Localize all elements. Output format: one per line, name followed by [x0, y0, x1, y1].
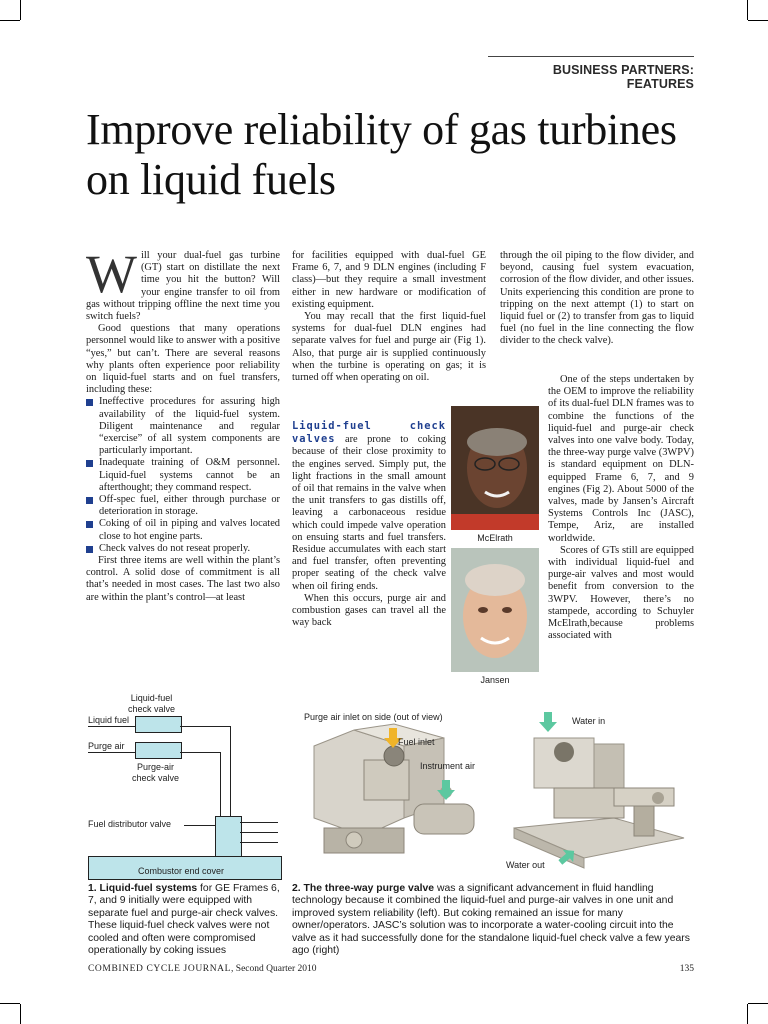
page-footer	[88, 964, 317, 974]
figure-1-caption: 1. Liquid-fuel systems for GE Frames 6, 7, and 9 initially were equipped with separate fuel and purge-air check valves. These liquid-fuel check valves were not cooled and often were compromised operationally by coking issues	[88, 883, 280, 957]
issue-list	[86, 396, 280, 555]
crop-mark	[20, 1004, 21, 1024]
figure-2-caption: 2. The three-way purge valve was a significant advancement in fluid handling technology because it combined the liquid-fuel and purge-air valves in one unit and improved system reliability (left). But coking remained an issue for many owner/operators. JASC’s solution was to incorporate a water-cooling circuit into the valve as it had successfully done for the standalone liquid-fuel check valve a few years ago (right)	[292, 883, 690, 957]
photo-label: Purge air inlet on side (out of view)	[304, 712, 443, 722]
check-valve-box	[135, 716, 182, 733]
section-rule	[488, 56, 694, 57]
article-column-3-wrap	[548, 374, 694, 642]
crop-mark	[748, 20, 768, 21]
body-paragraph: Scores of GTs still are equipped with individual liquid-fuel and purge-air valves and most would benefit from conversion to the 3WPV. However, there’s no stampede, according to Schuyler McElrath,because problems associated with	[548, 544, 694, 642]
crop-mark	[20, 0, 21, 20]
intro-paragraph: Will your dual-fuel gas turbine (GT) start on distillate the next time you hit the button? Will your engine transfer to oil from gas without tripping offline the next time you switch fuels?	[86, 244, 280, 323]
article-column-1	[86, 244, 280, 604]
issue-date: , Second Quarter 2010	[231, 964, 317, 974]
crop-mark	[748, 1003, 768, 1004]
connector-line	[220, 752, 221, 816]
crop-mark	[0, 20, 20, 21]
photo-label: Instrument air	[420, 761, 476, 771]
diagram-label: Purge air	[88, 741, 125, 751]
three-way-purge-valve-photo	[294, 708, 490, 878]
photo-caption: McElrath	[477, 533, 513, 543]
list-item: Ineffective procedures for assuring high availability of the liquid-fuel system. Diligent maintenance and regular “exercise” of all system components are particularly important.	[86, 396, 280, 457]
photo-caption: Jansen	[480, 675, 510, 685]
photo-label: Water out	[506, 860, 545, 870]
list-item: Check valves do not reseat properly.	[86, 543, 280, 555]
connector-line	[180, 752, 220, 753]
diagram-label: Fuel distributor valve	[88, 819, 172, 829]
body-paragraph: When this occurs, purge air and combustion gases can travel all the way back	[292, 592, 446, 629]
connector-line	[240, 842, 278, 843]
connector-line	[88, 726, 135, 727]
connector-line	[230, 726, 231, 816]
highlight-term: Liquid-fuel check valves	[292, 420, 446, 446]
crop-mark	[747, 0, 748, 20]
list-item: Coking of oil in piping and valves located close to hot engine parts.	[86, 518, 280, 542]
crop-mark	[0, 1003, 20, 1004]
journal-name: COMBINED CYCLE JOURNAL	[88, 964, 232, 974]
photo-label: Fuel inlet	[398, 737, 435, 747]
mcelrath-photo	[451, 406, 539, 530]
connector-line	[240, 832, 278, 833]
body-paragraph: One of the steps undertaken by the OEM to improve the reliability of its dual-fuel DLN frames was to combine the functions of the liquid-fuel and purge-air check valves into one valve body. Today, the three-way purge valve (3WPV) is standard equipment on DLN-equipped Frame 6, 7, and 9 engines (Fig 2). About 5000 of the valves, made by Jansen’s Aircraft Systems Controls Inc (JASC), Tempe, Ariz, are installed worldwide.	[548, 374, 694, 544]
body-paragraph: through the oil piping to the flow divider, and beyond, causing fuel system evacuation, corrosion of the flow divider, and other issues. Units experiencing this condition are prone to tripping on the next attempt (1) to start on liquid fuel or (2) to transfer from gas to liquid fuel (no fuel in the line connecting the flow divider to the check valve).	[500, 250, 694, 347]
drop-cap: W	[86, 244, 137, 304]
section-heading: BUSINESS PARTNERS: FEATURES	[552, 63, 694, 91]
body-paragraph: First three items are well within the plant’s control. A solid dose of commitment is all that’s needed in most cases. The last two also are within the plant’s control—at least	[86, 555, 280, 603]
article-headline: Improve reliability of gas turbines on liquid fuels	[86, 105, 677, 204]
list-item: Off-spec fuel, either through purchase or deterioration in storage.	[86, 494, 280, 518]
diagram-label: Combustor end cover	[138, 866, 225, 876]
article-column-3	[500, 250, 694, 348]
distributor-box	[215, 816, 242, 858]
body-paragraph: for facilities equipped with dual-fuel GE Frame 6, 7, and 9 DLN engines (including F class)—but they require a small investment either in new hardware or modification of existing equipment.	[292, 250, 486, 310]
connector-line	[88, 752, 135, 753]
body-paragraph: You may recall that the first liquid-fuel systems for dual-fuel DLN engines had separate valves for fuel and purge air (Fig 1). Also, that purge air is supplied continuously when the turbine is operating on gas; it is turned off when operating on oil.	[292, 311, 486, 384]
water-cooled-valve-photo	[494, 708, 694, 878]
body-paragraph: Good questions that many operations personnel would like to answer with a positive “yes,” but can’t. There are several reasons why plants often experience poor reliability on liquid-fuel starts and on fuel transfers, including these:	[86, 323, 280, 396]
connector-line	[240, 822, 278, 823]
list-item: Inadequate training of O&M personnel. Liquid-fuel systems cannot be an afterthought; they command respect.	[86, 457, 280, 494]
body-paragraph: Liquid-fuel check valves are prone to coking because of their close proximity to the engines served. Simply put, the light fractions in the small amount of oil that remains in the valve when the unit transfers to gas distills off, leaving a carbonaceous residue which could impede valve operation on ensuing starts and fuel transfers. Residue accumulates with each start and fuel transfer, often preventing proper seating of the check valve when oil firing ends.	[292, 420, 446, 592]
crop-mark	[747, 1004, 748, 1024]
purge-check-valve-box	[135, 742, 182, 759]
article-column-2	[292, 250, 486, 384]
jansen-photo	[451, 548, 539, 672]
diagram-label: Purge-air check valve	[132, 762, 180, 783]
page-number: 135	[679, 964, 694, 974]
photo-label: Water in	[572, 716, 606, 726]
article-column-2-wrap	[292, 420, 446, 629]
connector-line	[184, 825, 215, 826]
diagram-label: Liquid fuel	[88, 715, 130, 725]
diagram-label: Liquid-fuel check valve	[128, 693, 176, 714]
connector-line	[180, 726, 230, 727]
